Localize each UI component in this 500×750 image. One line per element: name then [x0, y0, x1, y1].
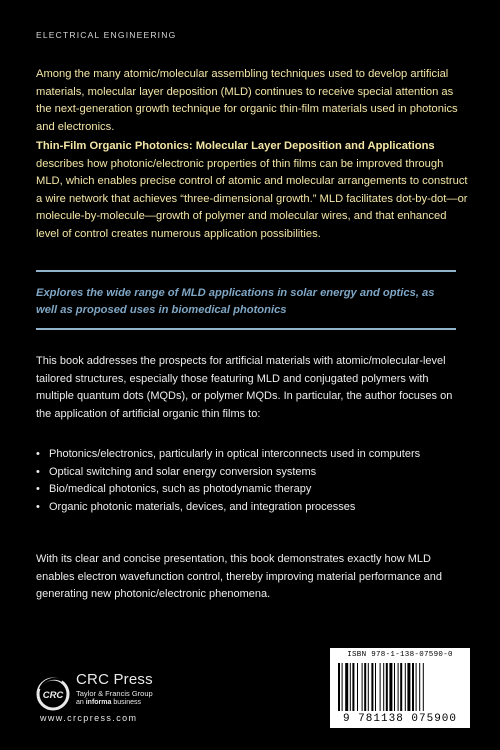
category-label: ELECTRICAL ENGINEERING	[36, 30, 177, 40]
list-item: • Optical switching and solar energy conversion systems	[36, 464, 468, 482]
publisher-name: CRC Press	[76, 671, 153, 688]
publisher-group: Taylor & Francis Group	[76, 689, 153, 698]
list-item: • Organic photonic materials, devices, and integration processes	[36, 499, 468, 517]
barcode-icon	[338, 663, 462, 711]
description-text: describes how photonic/electronic properties of thin films can be improved through MLD, which enables precise control of atomic and molecular arrangements to construct a wire network that achieves “three-dimensional growth.” MLD facilitates dot-by-dot—or molecule-by-molecule—growth of polymer and molecular wires, and that enhanced level of control creates numerous application possibilities.	[36, 157, 468, 240]
list-item: • Photonics/electronics, particularly in optical interconnects used in computers	[36, 446, 468, 464]
list-item: • Bio/medical photonics, such as photodynamic therapy	[36, 481, 468, 499]
barcode-digits: 9 781138 075900	[342, 713, 458, 725]
isbn-label: ISBN 978-1-138-07590-0	[347, 651, 453, 659]
description-paragraph	[36, 138, 468, 243]
body-paragraph-1: This book addresses the prospects for artificial materials with atomic/molecular-level tailored structures, especially those featuring MLD and conjugated polymers with multiple quantum dots (MQDs), or polymer MQDs. In particular, the author focuses on the application of artificial organic thin films to:	[36, 355, 453, 420]
application-list	[36, 446, 468, 516]
publisher-url: www.crcpress.com	[40, 713, 138, 723]
body-paragraph-2: With its clear and concise presentation, this book demonstrates exactly how MLD enables electron wavefunction control, thereby improving material performance and generating new photonic/electronic phenomena.	[36, 553, 442, 600]
publisher-business: an informa business	[76, 699, 141, 706]
publisher-block	[76, 671, 153, 706]
highlight-callout: Explores the wide range of MLD applications in solar energy and optics, as well as proposed uses in biomedical photonics	[36, 287, 435, 316]
logo-text: CRC	[42, 690, 64, 701]
book-title: Thin-Film Organic Photonics: Molecular Layer Deposition and Applications	[36, 140, 435, 152]
barcode-panel	[330, 648, 470, 728]
divider-top	[36, 270, 456, 272]
intro-paragraph: Among the many atomic/molecular assembling techniques used to develop artificial materials, molecular layer deposition (MLD) continues to receive special attention as the next-generation growth technique for organic thin-film materials used in photonics and electronics.	[36, 68, 458, 133]
divider-bottom	[36, 328, 456, 330]
bullet-icon: •	[36, 465, 40, 478]
bullet-icon: •	[36, 483, 40, 495]
bullet-icon: •	[36, 500, 40, 513]
bullet-icon: •	[36, 448, 40, 460]
crc-logo-icon	[36, 677, 70, 711]
